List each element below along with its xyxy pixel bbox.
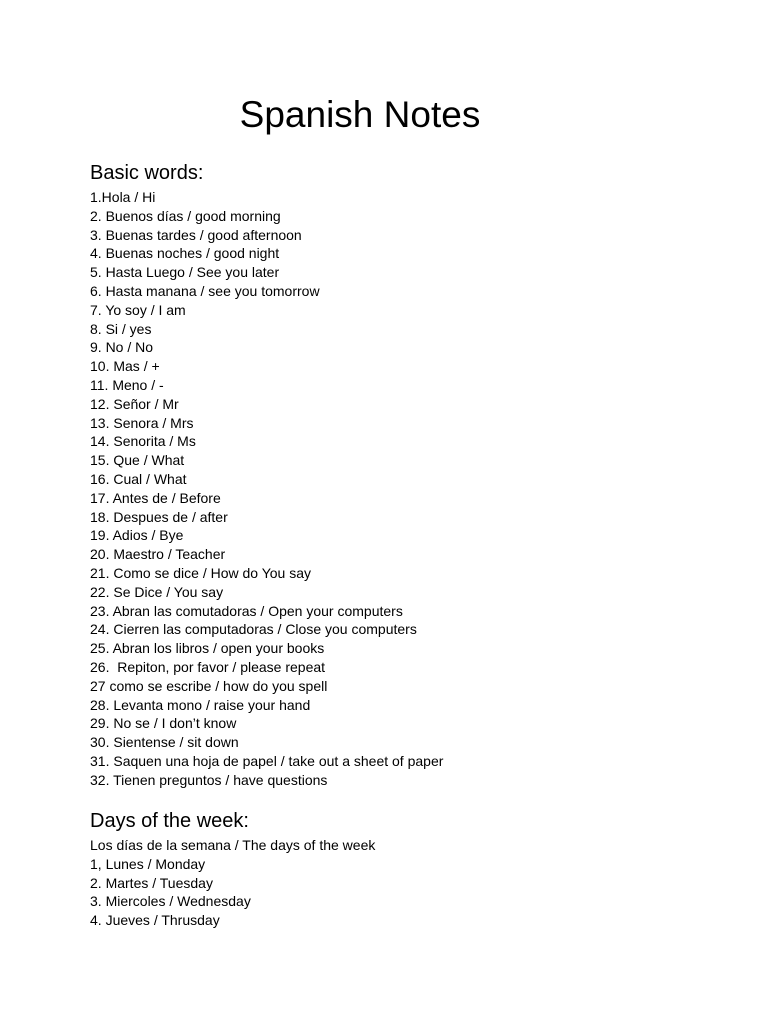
vocab-entry: 10. Mas / + xyxy=(90,358,160,375)
vocab-entry: 21. Como se dice / How do You say xyxy=(90,564,312,581)
basic-words-list xyxy=(90,188,710,790)
days-of-week-section xyxy=(90,807,710,930)
vocab-entry: 1.Hola / Hi xyxy=(90,189,156,205)
day-entry: 3. Miercoles / Wednesday xyxy=(90,893,251,910)
vocab-entry: 29. No se / I don’t know xyxy=(90,715,237,732)
section-heading-basic-words: Basic words: xyxy=(90,162,204,184)
vocab-entry: 5. Hasta Luego / See you later xyxy=(90,264,280,281)
vocab-entry: 9. No / No xyxy=(90,339,154,356)
page-title: Spanish Notes xyxy=(239,94,481,135)
vocab-entry: 20. Maestro / Teacher xyxy=(90,546,226,563)
vocab-entry: 30. Sientense / sit down xyxy=(90,734,239,751)
day-entry: 2. Martes / Tuesday xyxy=(90,874,213,891)
vocab-entry: 31. Saquen una hoja de papel / take out a sheet of paper xyxy=(90,752,444,769)
vocab-entry: 11. Meno / - xyxy=(90,376,164,393)
vocab-entry: 28. Levanta mono / raise your hand xyxy=(90,696,311,713)
vocab-entry: 6. Hasta manana / see you tomorrow xyxy=(90,282,320,299)
basic-words-section xyxy=(90,159,710,790)
vocab-entry: 18. Despues de / after xyxy=(90,508,228,525)
vocab-entry: 22. Se Dice / You say xyxy=(90,583,224,600)
section-heading-days-of-week: Days of the week: xyxy=(90,810,249,832)
vocab-entry: 15. Que / What xyxy=(90,452,185,469)
vocab-entry: 12. Señor / Mr xyxy=(90,395,179,412)
vocab-entry: 4. Buenas noches / good night xyxy=(90,245,280,262)
vocab-entry: 13. Senora / Mrs xyxy=(90,414,194,431)
vocab-entry: 3. Buenas tardes / good afternoon xyxy=(90,226,302,243)
vocab-entry: 7. Yo soy / I am xyxy=(90,301,186,318)
vocab-entry: 27 como se escribe / how do you spell xyxy=(90,677,328,694)
vocab-entry: 8. Si / yes xyxy=(90,320,152,337)
days-of-week-list xyxy=(90,855,710,930)
vocab-entry: 17. Antes de / Before xyxy=(90,489,221,506)
vocab-entry: 26. Repiton, por favor / please repeat xyxy=(90,658,326,675)
vocab-entry: 32. Tienen preguntos / have questions xyxy=(90,771,328,788)
vocab-entry: 25. Abran los libros / open your books xyxy=(90,640,325,657)
day-entry: 4. Jueves / Thrusday xyxy=(90,912,220,929)
vocab-entry: 23. Abran las comutadoras / Open your computers xyxy=(90,602,403,619)
day-entry: 1, Lunes / Monday xyxy=(90,855,206,872)
days-intro-line: Los días de la semana / The days of the week xyxy=(90,837,376,853)
vocab-entry: 2. Buenos días / good morning xyxy=(90,207,281,224)
vocab-entry: 14. Senorita / Ms xyxy=(90,433,196,450)
vocab-entry: 19. Adios / Bye xyxy=(90,527,184,544)
vocab-entry: 24. Cierren las computadoras / Close you computers xyxy=(90,621,417,638)
vocab-entry: 16. Cual / What xyxy=(90,470,187,487)
